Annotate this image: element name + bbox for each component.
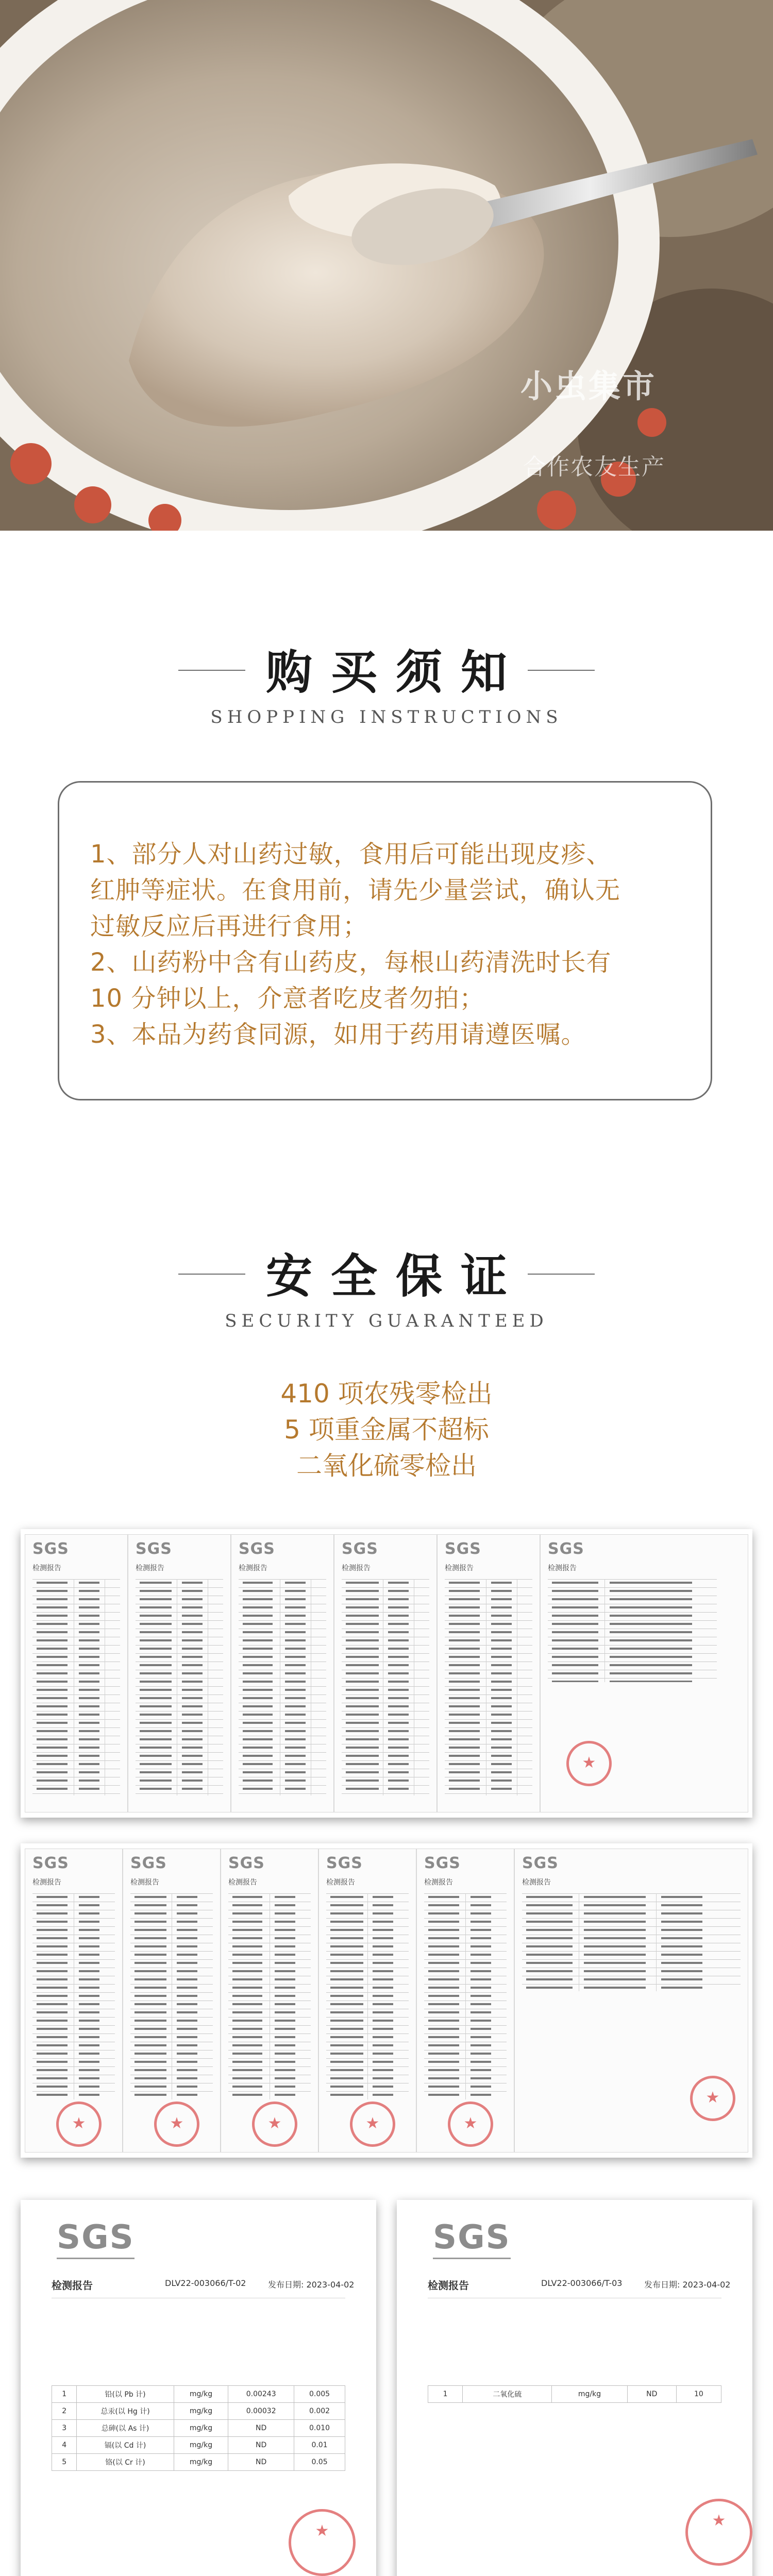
table-cell: 铬(以 Cr 计) xyxy=(77,2454,174,2471)
guarantee-point-1: 410 项农残零检出 xyxy=(280,1379,493,1409)
sgs-logo: SGS xyxy=(522,1854,559,1872)
table-cell: 0.00032 xyxy=(228,2403,294,2420)
sgs-logo: SGS xyxy=(130,1854,167,1872)
report-page-heading: 检测报告 xyxy=(548,1564,577,1572)
report-page xyxy=(437,1534,540,1812)
table-cell: 1 xyxy=(428,2386,463,2403)
report-page-heading: 检测报告 xyxy=(424,1878,453,1887)
table-cell: 2 xyxy=(52,2403,77,2420)
red-seal-icon xyxy=(289,2509,356,2576)
table-cell: 铅(以 Pb 计) xyxy=(77,2386,174,2403)
report-strip-1 xyxy=(21,1529,752,1818)
report-a-date: 发布日期: 2023-04-02 xyxy=(268,2280,355,2290)
report-table xyxy=(342,1579,429,1795)
table-row xyxy=(52,2420,345,2437)
report-table xyxy=(424,1893,507,2099)
report-table xyxy=(228,1893,311,2099)
report-page-heading: 检测报告 xyxy=(32,1564,61,1572)
report-page xyxy=(318,1849,416,2153)
table-row xyxy=(52,2437,345,2454)
table-cell: mg/kg xyxy=(174,2454,228,2471)
table-row xyxy=(52,2386,345,2403)
shopping-title: 购买须知 xyxy=(266,646,526,700)
report-page xyxy=(231,1534,334,1812)
sgs-logo: SGS xyxy=(548,1540,584,1558)
report-table xyxy=(326,1893,409,2099)
sgs-logo: SGS xyxy=(424,1854,461,1872)
report-page xyxy=(514,1849,748,2153)
sgs-logo: SGS xyxy=(433,2218,511,2259)
report-a-number: DLV22-003066/T-02 xyxy=(165,2278,246,2288)
report-info-table xyxy=(548,1579,717,1682)
report-page-heading: 检测报告 xyxy=(239,1564,267,1572)
report-page-heading: 检测报告 xyxy=(136,1564,164,1572)
table-cell: 3 xyxy=(52,2420,77,2437)
sgs-logo: SGS xyxy=(239,1540,275,1558)
report-table xyxy=(136,1579,223,1795)
brand-tagline: 合作农友生产 xyxy=(523,454,665,480)
sgs-logo: SGS xyxy=(57,2218,135,2259)
table-cell: 10 xyxy=(676,2386,721,2403)
red-seal-icon xyxy=(448,2102,493,2147)
report-table xyxy=(522,1893,741,1991)
report-b-table xyxy=(428,2385,721,2403)
red-seal-icon xyxy=(252,2102,297,2147)
table-cell: 4 xyxy=(52,2437,77,2454)
table-cell: ND xyxy=(228,2454,294,2471)
sgs-logo: SGS xyxy=(326,1854,363,1872)
red-seal-icon xyxy=(56,2102,102,2147)
report-page-heading: 检测报告 xyxy=(445,1564,474,1572)
title-rule-left xyxy=(178,1274,245,1275)
report-cover-page xyxy=(540,1534,748,1812)
sgs-logo: SGS xyxy=(32,1854,69,1872)
report-table xyxy=(32,1893,115,2099)
notice-line-3: 过敏反应后再进行食用； xyxy=(90,912,368,941)
report-page xyxy=(25,1534,128,1812)
report-page xyxy=(416,1849,514,2153)
title-rule-right xyxy=(528,1274,595,1275)
report-b-heading: 检测报告 xyxy=(428,2279,469,2292)
report-page-b xyxy=(397,2200,752,2576)
notice-line-5: 10 分钟以上，介意者吃皮者勿拍； xyxy=(90,984,485,1013)
report-page-heading: 检测报告 xyxy=(342,1564,371,1572)
red-seal-icon xyxy=(154,2102,199,2147)
table-row xyxy=(52,2454,345,2471)
report-page-heading: 检测报告 xyxy=(130,1878,159,1887)
security-title: 安全保证 xyxy=(266,1249,526,1303)
report-page xyxy=(334,1534,437,1812)
report-page-heading: 检测报告 xyxy=(228,1878,257,1887)
notice-line-6: 3、本品为药食同源，如用于药用请遵医嘱。 xyxy=(90,1020,586,1049)
report-page-a xyxy=(21,2200,376,2576)
sgs-logo: SGS xyxy=(136,1540,172,1558)
title-rule-right xyxy=(528,670,595,671)
notice-line-2: 红肿等症状。在食用前，请先少量尝试，确认无 xyxy=(90,876,621,905)
table-cell: mg/kg xyxy=(174,2386,228,2403)
guarantee-point-2: 5 项重金属不超标 xyxy=(284,1415,489,1445)
report-b-number: DLV22-003066/T-03 xyxy=(541,2278,623,2288)
security-subtitle: SECURITY GUARANTEED xyxy=(225,1311,548,1331)
report-table xyxy=(445,1579,532,1795)
sgs-logo: SGS xyxy=(342,1540,378,1558)
brand-watermark: 小虫集市 xyxy=(520,367,657,405)
table-cell: 镉(以 Cd 计) xyxy=(77,2437,174,2454)
table-cell: 二氧化硫 xyxy=(463,2386,552,2403)
red-seal-icon xyxy=(350,2102,395,2147)
report-page xyxy=(128,1534,231,1812)
report-table xyxy=(130,1893,213,2099)
table-cell: mg/kg xyxy=(174,2420,228,2437)
security-section-title xyxy=(0,1239,773,1331)
table-cell: 1 xyxy=(52,2386,77,2403)
hero-photo xyxy=(0,0,773,531)
report-page-heading: 检测报告 xyxy=(522,1878,551,1887)
report-a-heading: 检测报告 xyxy=(52,2279,93,2292)
report-page xyxy=(25,1849,123,2153)
shopping-subtitle: SHOPPING INSTRUCTIONS xyxy=(210,707,563,727)
notice-line-4: 2、山药粉中含有山药皮，每根山药清洗时长有 xyxy=(90,948,612,977)
table-row xyxy=(428,2386,721,2403)
title-rule-left xyxy=(178,670,245,671)
table-cell: mg/kg xyxy=(174,2437,228,2454)
report-table xyxy=(32,1579,120,1795)
shopping-section-title xyxy=(0,635,773,727)
table-cell: 0.05 xyxy=(294,2454,345,2471)
table-cell: mg/kg xyxy=(174,2403,228,2420)
notice-line-1: 1、部分人对山药过敏，食用后可能出现皮疹、 xyxy=(90,840,612,869)
table-cell: 总砷(以 As 计) xyxy=(77,2420,174,2437)
report-strip-2 xyxy=(21,1843,752,2158)
report-page-heading: 检测报告 xyxy=(32,1878,61,1887)
table-cell: 总汞(以 Hg 计) xyxy=(77,2403,174,2420)
sgs-logo: SGS xyxy=(228,1854,265,1872)
table-cell: 5 xyxy=(52,2454,77,2471)
table-cell: mg/kg xyxy=(552,2386,628,2403)
shopping-notice-box xyxy=(58,781,712,1100)
report-table xyxy=(239,1579,326,1795)
table-cell: 0.010 xyxy=(294,2420,345,2437)
report-a-table xyxy=(52,2385,345,2471)
table-cell: 0.00243 xyxy=(228,2386,294,2403)
report-page xyxy=(123,1849,221,2153)
table-cell: ND xyxy=(627,2386,676,2403)
red-seal-icon xyxy=(690,2076,735,2121)
report-b-date: 发布日期: 2023-04-02 xyxy=(644,2280,731,2290)
red-seal-icon xyxy=(566,1741,612,1786)
guarantee-point-3: 二氧化硫零检出 xyxy=(296,1451,477,1481)
table-cell: ND xyxy=(228,2437,294,2454)
table-row xyxy=(52,2403,345,2420)
table-cell: 0.01 xyxy=(294,2437,345,2454)
sgs-logo: SGS xyxy=(445,1540,481,1558)
report-page xyxy=(221,1849,318,2153)
table-cell: 0.002 xyxy=(294,2403,345,2420)
table-cell: 0.005 xyxy=(294,2386,345,2403)
report-page-heading: 检测报告 xyxy=(326,1878,355,1887)
sgs-logo: SGS xyxy=(32,1540,69,1558)
red-seal-icon xyxy=(685,2499,752,2566)
table-cell: ND xyxy=(228,2420,294,2437)
